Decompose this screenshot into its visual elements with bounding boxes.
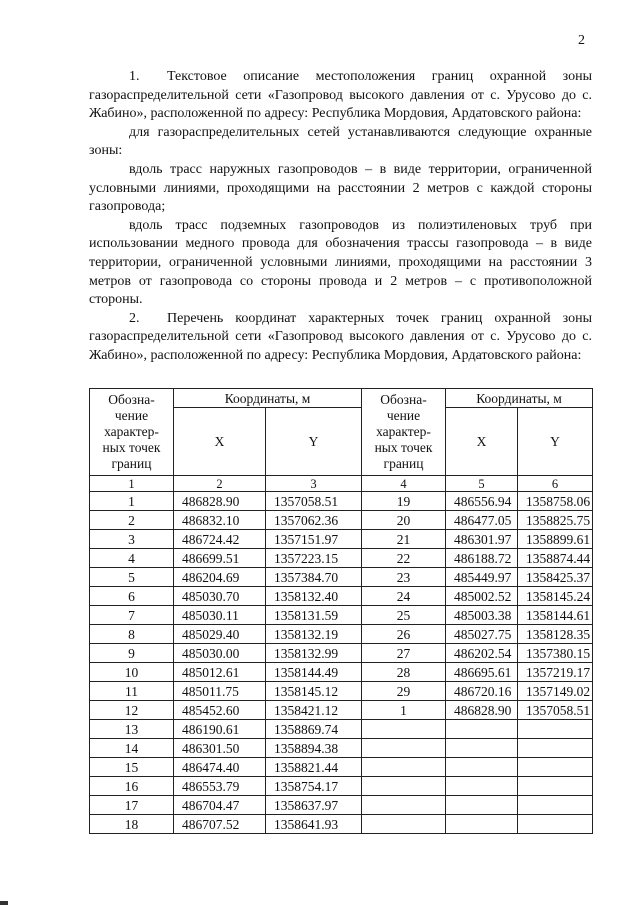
cell-point-right: 29 [362,682,446,701]
section-1-paragraph-3: вдоль трасс наружных газопроводов – в виде территории, ограниченной условными линиями, проходящими на расстоянии 2 метров с каждой стороны газопровода; [89,161,592,215]
cell-point-left: 1 [90,492,174,511]
section-1-text: Текстовое описание местоположения границ охранной зоны газораспределительной сети «Газопровод высокого давления от с. Урусово до с. Жабино», расположенной по адресу: Республика Мордовия, Ардатовского района: [89,69,592,122]
cell-y-left: 1358132.99 [266,644,362,663]
cell-y-left: 1357062.36 [266,511,362,530]
cell-y-left: 1358821.44 [266,758,362,777]
cell-point-right: 28 [362,663,446,682]
column-number: 1 [90,476,174,492]
cell-x-right: 486556.94 [446,492,518,511]
cell-y-right [518,758,593,777]
cell-x-left: 486699.51 [174,549,266,568]
cell-point-right: 25 [362,606,446,625]
column-number: 5 [446,476,518,492]
cell-point-left: 12 [90,701,174,720]
cell-point-right [362,777,446,796]
section-1-paragraph-4: вдоль трасс подземных газопроводов из полиэтиленовых труб при использовании медного провода для обозначения трассы газопровода – в виде территории, ограниченной условными линиями, проходящими на расстоянии 3 метров от газопровода со стороны провода и 2 метров – с противоположной стороны. [89,217,592,308]
cell-y-left: 1358132.40 [266,587,362,606]
cell-y-right: 1358128.35 [518,625,593,644]
cell-x-right: 486720.16 [446,682,518,701]
cell-x-right: 486477.05 [446,511,518,530]
table-row [90,796,593,815]
cell-y-left: 1358421.12 [266,701,362,720]
cell-y-left: 1358144.49 [266,663,362,682]
cell-point-left: 9 [90,644,174,663]
section-1-intro [89,68,592,124]
table-row [90,815,593,834]
header-point-left: Обозна-чение характер-ных точек границ [90,389,174,476]
cell-y-right: 1358825.75 [518,511,593,530]
cell-y-right [518,796,593,815]
cell-y-left: 1358132.19 [266,625,362,644]
table-row [90,720,593,739]
cell-x-left: 486707.52 [174,815,266,834]
cell-point-left: 4 [90,549,174,568]
cell-y-right [518,739,593,758]
cell-y-left: 1357223.15 [266,549,362,568]
header-coordinates-right: Координаты, м [446,389,593,408]
cell-y-left: 1358131.59 [266,606,362,625]
cell-y-left: 1357384.70 [266,568,362,587]
cell-y-right: 1357219.17 [518,663,593,682]
cell-y-left: 1358641.93 [266,815,362,834]
cell-x-left: 486301.50 [174,739,266,758]
table-row [90,530,593,549]
table-row [90,644,593,663]
cell-y-right: 1357380.15 [518,644,593,663]
cell-x-right: 485449.97 [446,568,518,587]
section-1-number: 1. [129,69,140,84]
cell-x-left: 486724.42 [174,530,266,549]
cell-x-right: 486828.90 [446,701,518,720]
cell-x-right [446,777,518,796]
table-row [90,701,593,720]
table-row [90,663,593,682]
cell-point-right: 27 [362,644,446,663]
table-row [90,758,593,777]
cell-y-left: 1357058.51 [266,492,362,511]
cell-x-left: 485452.60 [174,701,266,720]
cell-y-right: 1358145.24 [518,587,593,606]
table-row [90,777,593,796]
cell-x-right: 485002.52 [446,587,518,606]
cell-point-left: 7 [90,606,174,625]
cell-x-right: 486202.54 [446,644,518,663]
header-x-left: X [174,408,266,476]
header-y-right: Y [518,408,593,476]
header-y-left: Y [266,408,362,476]
table-row [90,625,593,644]
column-number: 3 [266,476,362,492]
header-point-right: Обозна-чение характер-ных точек границ [362,389,446,476]
cell-x-right [446,796,518,815]
table-row [90,492,593,511]
cell-x-left: 486474.40 [174,758,266,777]
cell-point-left: 14 [90,739,174,758]
body-text [89,68,592,366]
cell-y-right: 1358144.61 [518,606,593,625]
cell-x-left: 485030.11 [174,606,266,625]
cell-y-right: 1358758.06 [518,492,593,511]
cell-y-right [518,815,593,834]
cell-point-left: 15 [90,758,174,777]
table-row [90,682,593,701]
page-number: 2 [578,33,585,48]
table-row [90,606,593,625]
cell-point-left: 11 [90,682,174,701]
column-number-row [90,476,593,492]
cell-x-left: 486704.47 [174,796,266,815]
cell-x-left: 485030.70 [174,587,266,606]
section-2-number: 2. [129,310,140,326]
table-row [90,587,593,606]
cell-x-right [446,758,518,777]
cell-y-right: 1358425.37 [518,568,593,587]
cell-point-left: 17 [90,796,174,815]
table-row [90,568,593,587]
cell-point-left: 18 [90,815,174,834]
cell-point-right: 24 [362,587,446,606]
cell-point-right: 26 [362,625,446,644]
column-number: 2 [174,476,266,492]
cell-x-right: 485027.75 [446,625,518,644]
cell-x-right [446,815,518,834]
cell-x-right: 486695.61 [446,663,518,682]
coordinates-table [89,388,593,834]
cell-point-left: 3 [90,530,174,549]
cell-point-left: 16 [90,777,174,796]
cell-point-left: 2 [90,511,174,530]
cell-y-left: 1358894.38 [266,739,362,758]
cell-x-right: 486188.72 [446,549,518,568]
cell-point-left: 8 [90,625,174,644]
table-row [90,739,593,758]
table-header-row-1 [90,389,593,408]
cell-y-right: 1357058.51 [518,701,593,720]
cell-x-left: 485030.00 [174,644,266,663]
cell-y-left: 1358637.97 [266,796,362,815]
cell-x-left: 486828.90 [174,492,266,511]
section-2-intro [89,310,592,366]
cell-y-right: 1358899.61 [518,530,593,549]
cell-x-left: 486832.10 [174,511,266,530]
cell-point-right [362,720,446,739]
cell-point-right: 1 [362,701,446,720]
table-body [90,492,593,834]
header-x-right: X [446,408,518,476]
cell-point-right: 21 [362,530,446,549]
cell-x-left: 486190.61 [174,720,266,739]
cell-x-left: 485012.61 [174,663,266,682]
table-row [90,511,593,530]
cell-point-right: 23 [362,568,446,587]
cell-x-right [446,739,518,758]
header-coordinates-left: Координаты, м [174,389,362,408]
cell-y-left: 1358869.74 [266,720,362,739]
cell-y-left: 1358754.17 [266,777,362,796]
cell-y-right [518,777,593,796]
cell-x-right [446,720,518,739]
section-1-paragraph-2: для газораспределительных сетей устанавливаются следующие охранные зоны: [89,124,592,159]
cell-point-right [362,796,446,815]
cell-point-left: 13 [90,720,174,739]
cell-point-right [362,815,446,834]
cell-x-left: 485029.40 [174,625,266,644]
cell-point-right: 19 [362,492,446,511]
cell-point-left: 6 [90,587,174,606]
table-row [90,549,593,568]
section-2-text: Перечень координат характерных точек границ охранной зоны газораспределительной сети «Газопровод высокого давления от с. Урусово до с. Жабино», расположенной по адресу: Республика Мордовия, Ардатовского района: [89,310,592,363]
cell-point-left: 5 [90,568,174,587]
cell-point-left: 10 [90,663,174,682]
cell-y-left: 1358145.12 [266,682,362,701]
cell-point-right [362,739,446,758]
cell-x-right: 486301.97 [446,530,518,549]
column-number: 6 [518,476,593,492]
cell-y-left: 1357151.97 [266,530,362,549]
cell-y-right [518,720,593,739]
cell-x-right: 485003.38 [446,606,518,625]
cell-x-left: 486204.69 [174,568,266,587]
scan-edge-mark [0,901,8,905]
cell-y-right: 1358874.44 [518,549,593,568]
cell-y-right: 1357149.02 [518,682,593,701]
cell-point-right: 20 [362,511,446,530]
cell-x-left: 486553.79 [174,777,266,796]
column-number: 4 [362,476,446,492]
cell-point-right: 22 [362,549,446,568]
cell-x-left: 485011.75 [174,682,266,701]
cell-point-right [362,758,446,777]
